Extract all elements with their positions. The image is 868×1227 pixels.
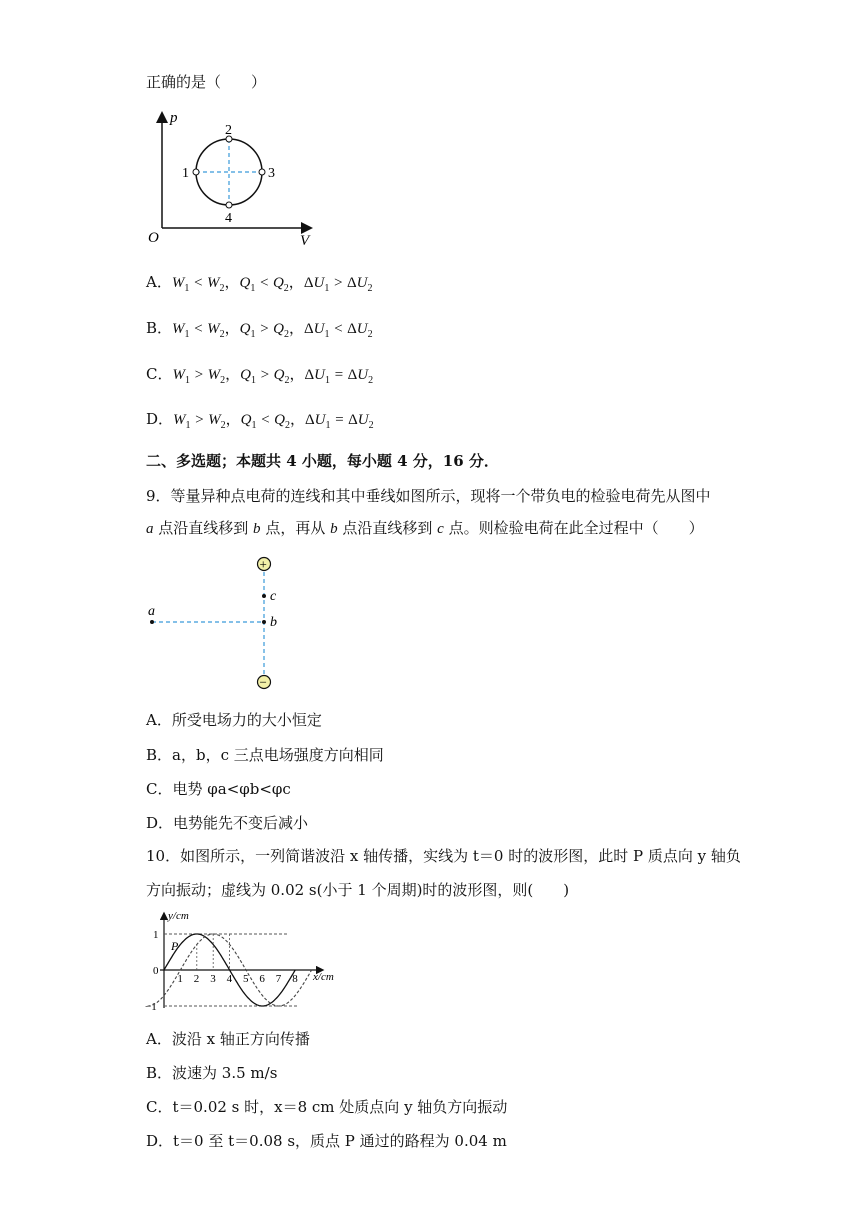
q8-option-c[interactable]: C．$W_1 > W_2$，$Q_1 > Q_2$，$\Delta U_1 = \Delta U_2$ — [146, 365, 374, 386]
q10-option-a[interactable]: A．波沿 x 轴正方向传播 — [146, 1030, 310, 1048]
q9-option-d[interactable]: D．电势能先不变后减小 — [146, 814, 309, 832]
q8-b-w: $W_1 < W_2$ — [172, 321, 225, 340]
q10-option-b[interactable]: B．波速为 3.5 m/s — [146, 1064, 278, 1082]
q8-a-w: $W_1 < W_2$ — [171, 275, 225, 294]
q8-option-a[interactable]: A．$W_1 < W_2$，$Q_1 < Q_2$，$\Delta U_1 > \Delta U_2$ — [146, 273, 373, 294]
label-c: c — [270, 589, 277, 604]
q8-d-w: $W_1 > W_2$ — [173, 412, 226, 431]
q8-d-u: $\Delta U_1 = \Delta U_2$ — [305, 412, 374, 431]
state-point-1 — [193, 169, 199, 175]
charge-diagram — [140, 552, 300, 694]
origin-label: O — [148, 230, 159, 246]
q8-c-w: $W_1 > W_2$ — [172, 367, 226, 386]
point-p-label: P — [171, 939, 179, 953]
q8-c-u: $\Delta U_1 = \Delta U_2$ — [304, 367, 374, 386]
section-2-heading: 二、多选题；本题共 4 小题，每小题 4 分，16 分． — [146, 452, 499, 470]
q9-option-c[interactable]: C．电势 φa<φb<φc — [146, 780, 291, 798]
q8-a-u: $\Delta U_1 > \Delta U_2$ — [303, 275, 373, 294]
q8-d-q: $Q_1 < Q_2$ — [240, 412, 290, 431]
q10-stem-line-1: 10．如图所示，一列简谐波沿 x 轴传播，实线为 t＝0 时的波形图，此时 P 质点向 y 轴负 — [146, 847, 741, 865]
x-tick-7: 7 — [275, 973, 282, 985]
point-a — [150, 620, 154, 624]
y-axis-label: y/cm — [168, 910, 189, 922]
label-a: a — [148, 604, 155, 619]
q10-stem-line-2: 方向振动；虚线为 0.02 s(小于 1 个周期)时的波形图，则( ) — [146, 881, 570, 899]
q8-a-q: $Q_1 < Q_2$ — [239, 275, 289, 294]
pv-diagram — [140, 106, 320, 251]
axis-label-p: p — [170, 110, 178, 126]
wave-diagram — [140, 908, 350, 1016]
x-tick-6: 6 — [259, 973, 265, 985]
q10-option-c[interactable]: C．t＝0.02 s 时，x＝8 cm 处质点向 y 轴负方向振动 — [146, 1098, 508, 1116]
x-tick-8: 8 — [292, 973, 298, 985]
y-tick-minus1: −1 — [145, 1001, 157, 1013]
x-tick-3: 3 — [210, 973, 216, 985]
x-tick-5: 5 — [243, 973, 249, 985]
q10-option-d[interactable]: D．t＝0 至 t＝0.08 s，质点 P 通过的路程为 0.04 m — [146, 1132, 507, 1150]
label-b: b — [270, 615, 277, 630]
axis-label-v: V — [300, 233, 310, 249]
q8-b-q: $Q_1 > Q_2$ — [239, 321, 289, 340]
x-axis-label: x/cm — [313, 971, 334, 983]
q9-option-a[interactable]: A．所受电场力的大小恒定 — [146, 711, 322, 729]
minus-sign: − — [259, 674, 267, 690]
q9-stem-line-1: 9．等量异种点电荷的连线和其中垂线如图所示，现将一个带负电的检验电荷先从图中 — [146, 487, 711, 505]
q8-c-q: $Q_1 > Q_2$ — [240, 367, 290, 386]
y-tick-1: 1 — [153, 929, 159, 941]
q9-stem-line-2: a 点沿直线移到 b 点，再从 b 点沿直线移到 c 点。则检验电荷在此全过程中（ ） — [146, 519, 704, 537]
point-c — [262, 594, 266, 598]
q9-option-b[interactable]: B．a，b，c 三点电场强度方向相同 — [146, 746, 384, 764]
q8-option-d[interactable]: D．$W_1 > W_2$，$Q_1 < Q_2$，$\Delta U_1 = \Delta U_2$ — [146, 410, 374, 431]
q8-b-u: $\Delta U_1 < \Delta U_2$ — [304, 321, 373, 340]
state-label-2: 2 — [225, 123, 232, 138]
x-tick-1: 1 — [177, 973, 183, 985]
state-label-3: 3 — [268, 166, 275, 181]
point-b — [262, 620, 266, 624]
plus-sign: + — [259, 556, 267, 572]
question-8-tail: 正确的是（ ） — [146, 73, 267, 91]
x-tick-2: 2 — [193, 973, 200, 985]
state-label-1: 1 — [182, 166, 189, 181]
q8-option-b[interactable]: B．$W_1 < W_2$，$Q_1 > Q_2$，$\Delta U_1 < \Delta U_2$ — [146, 319, 373, 340]
state-point-3 — [259, 169, 265, 175]
state-label-4: 4 — [225, 211, 232, 226]
y-tick-0: 0 — [153, 965, 159, 977]
state-point-4 — [226, 202, 232, 208]
x-tick-4: 4 — [226, 973, 233, 985]
